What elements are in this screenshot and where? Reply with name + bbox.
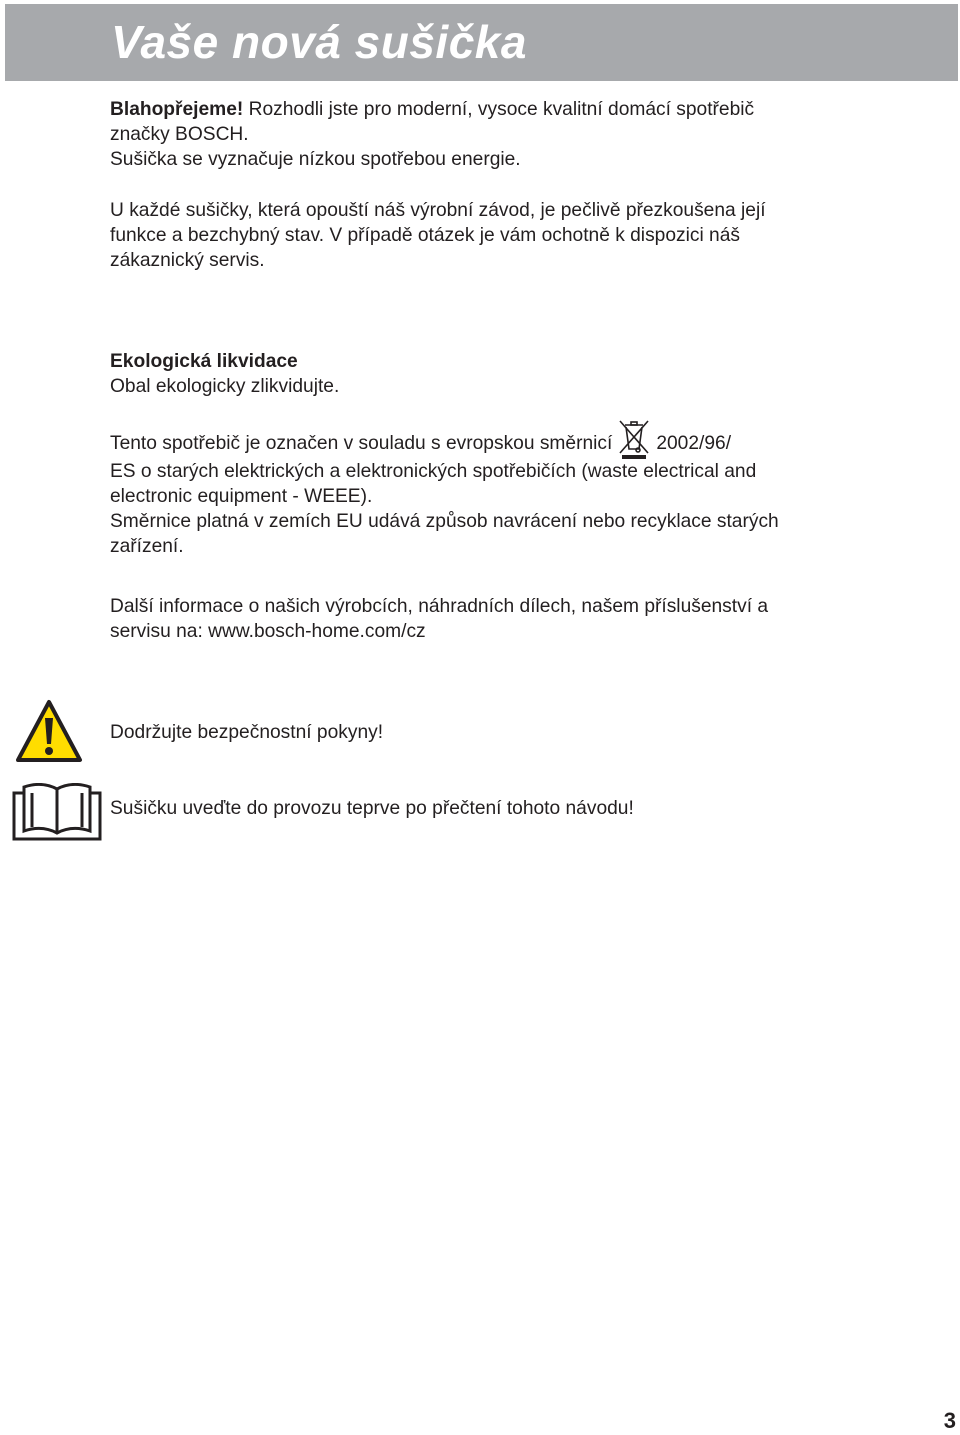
page-number: 3	[943, 1408, 956, 1433]
intro-lead: Blahopřejeme!	[110, 99, 244, 120]
intro-paragraph	[110, 97, 870, 172]
weee-line-1b: 2002/96/	[656, 433, 732, 454]
warning-triangle-icon	[14, 698, 84, 764]
weee-line-4: Směrnice platná v zemích EU udává způsob navrácení nebo recyklace starých	[110, 511, 779, 532]
manual-notice-text: Sušičku uveďte do provozu teprve po přečtení tohoto návodu!	[110, 798, 634, 819]
weee-line-1a: Tento spotřebič je označen v souladu s evropskou směrnicí	[110, 433, 613, 454]
eco-section	[110, 349, 870, 399]
weee-line-1	[110, 417, 870, 459]
weee-paragraph	[110, 417, 870, 559]
page-title: Vaše nová sušička	[111, 16, 527, 68]
info-line-2: servisu na: www.bosch-home.com/cz	[110, 621, 426, 642]
weee-line-5: zařízení.	[110, 536, 184, 557]
safety-notice-text: Dodržujte bezpečnostní pokyny!	[110, 722, 384, 743]
quality-line-1: U každé sušičky, která opouští náš výrobní závod, je pečlivě přezkoušena její	[110, 200, 766, 221]
eco-packaging: Obal ekologicky zlikvidujte.	[110, 376, 340, 397]
open-book-icon	[12, 783, 102, 841]
manual-notice	[110, 796, 870, 821]
page-header	[5, 4, 958, 81]
quality-line-2: funkce a bezchybný stav. V případě otázek je vám ochotně k dispozici náš	[110, 225, 740, 246]
intro-line-2: značky BOSCH.	[110, 124, 249, 145]
safety-notice	[110, 720, 870, 745]
intro-line-3: Sušička se vyznačuje nízkou spotřebou energie.	[110, 149, 521, 170]
weee-line-3: electronic equipment - WEEE).	[110, 486, 373, 507]
weee-line-2: ES o starých elektrických a elektronických spotřebičích (waste electrical and	[110, 461, 757, 482]
crossed-bin-icon	[616, 417, 652, 459]
quality-paragraph	[110, 198, 870, 273]
intro-line-1	[110, 97, 870, 122]
info-line-1: Další informace o našich výrobcích, náhradních dílech, našem příslušenství a	[110, 596, 769, 617]
quality-line-3: zákaznický servis.	[110, 250, 265, 271]
info-paragraph	[110, 594, 870, 644]
intro-line-1-text: Rozhodli jste pro moderní, vysoce kvalitní domácí spotřebič	[243, 99, 755, 120]
eco-heading: Ekologická likvidace	[110, 351, 298, 372]
